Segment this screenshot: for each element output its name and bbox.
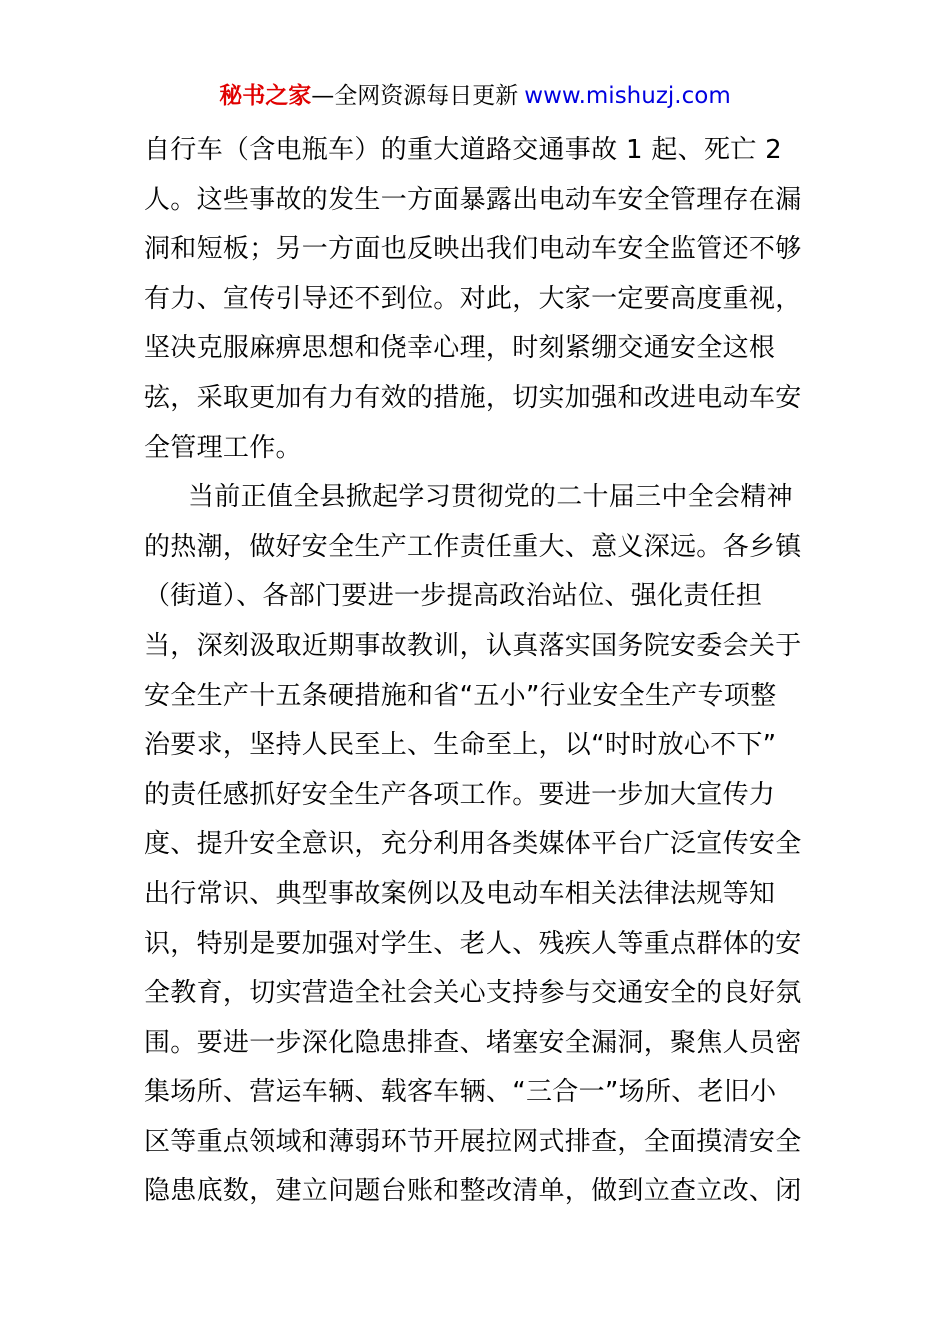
site-url-link[interactable]: www.mishuzj.com [524,83,731,109]
text-line: 的热潮，做好安全生产工作责任重大、意义深远。各乡镇 [144,531,802,562]
text-line: 全教育，切实营造全社会关心支持参与交通安全的良好氛 [144,978,802,1009]
text-line: 自行车（含电瓶车）的重大道路交通事故 1 起、死亡 2 [144,135,782,165]
text-line: 全管理工作。 [144,432,302,463]
text-line: 识，特别是要加强对学生、老人、残疾人等重点群体的安 [144,928,802,959]
text-line: 隐患底数，建立问题台账和整改清单，做到立查立改、闭 [144,1176,802,1207]
text-line: 弦，采取更加有力有效的措施，切实加强和改进电动车安 [144,382,802,413]
text-line: 的责任感抓好安全生产各项工作。要进一步加大宣传力 [144,779,776,810]
text-line: （街道）、各部门要进一步提高政治站位、强化责任担 [144,581,763,612]
text-line: 出行常识、典型事故案例以及电动车相关法律法规等知 [144,878,776,909]
text-line: 人。这些事故的发生一方面暴露出电动车安全管理存在漏 [144,184,802,215]
text-line: 治要求，坚持人民至上、生命至上，以“时时放心不下” [144,730,777,761]
paragraph [144,473,810,1217]
text-line: 安全生产十五条硬措施和省“五小”行业安全生产专项整 [144,680,777,711]
text-line: 坚决克服麻痹思想和侥幸心理，时刻紧绷交通安全这根 [144,333,776,364]
site-header [0,80,950,112]
text-line: 集场所、营运车辆、载客车辆、“三合一”场所、老旧小 [144,1077,777,1108]
text-line: 度、提升安全意识，充分利用各类媒体平台广泛宣传安全 [144,829,802,860]
text-line: 围。要进一步深化隐患排查、堵塞安全漏洞，聚焦人员密 [144,1027,802,1058]
text-line: 区等重点领域和薄弱环节开展拉网式排查，全面摸清安全 [144,1126,802,1157]
paragraph [144,126,810,473]
text-line: 有力、宣传引导还不到位。对此，大家一定要高度重视， [144,283,802,314]
header-tagline: —全网资源每日更新 [311,83,519,109]
text-line: 当，深刻汲取近期事故教训，认真落实国务院安委会关于 [144,630,802,661]
document-body [144,126,810,1217]
text-line: 当前正值全县掀起学习贯彻党的二十届三中全会精神 [188,482,793,513]
brand-name: 秘书之家 [219,83,312,109]
text-line: 洞和短板；另一方面也反映出我们电动车安全监管还不够 [144,234,802,265]
